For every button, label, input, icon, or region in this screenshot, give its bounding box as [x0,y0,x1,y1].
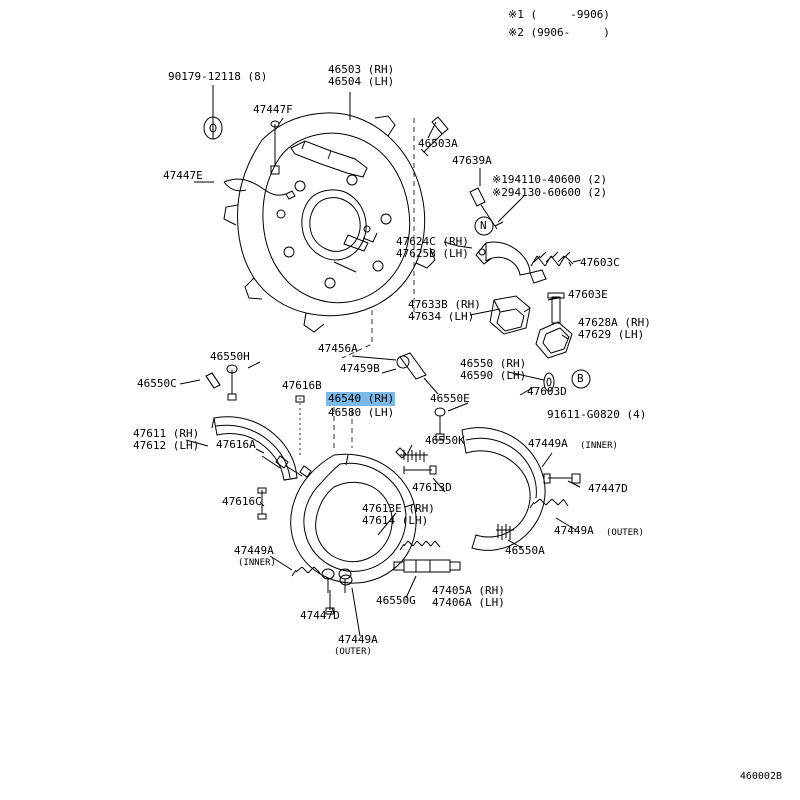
label-47613d: 47613D [412,481,452,494]
label-inner-left: (INNER) [238,558,276,568]
label-46550c: 46550C [137,377,177,390]
label-47625b-lh: 47625B (LH) [396,247,469,260]
part-47633b-bracket [490,296,530,334]
part-47603e-pin [548,293,564,323]
part-46550a-spring [496,524,514,540]
part-47628a-bracket [536,322,572,358]
part-90179-washer [204,117,222,139]
label-46580-lh: 46580 (LH) [328,406,395,419]
label-46503a: 46503A [418,137,458,150]
note-1: ※1 ( -9906) [508,8,610,21]
part-47456a-pin [397,353,438,394]
label-46550h: 46550H [210,350,250,363]
label-47616c: 47616C [222,495,262,508]
label-47628a-rh: 47628A (RH) [578,316,651,329]
label-47449a-inner-right: 47449A [528,437,568,450]
label-47459b: 47459B [340,362,380,375]
label-47612-lh: 47612 (LH) [133,439,200,452]
part-47447f-pin [271,121,279,174]
label-47447e: 47447E [163,169,203,182]
label-47456a: 47456A [318,342,358,355]
label-47406a-lh: 47406A (LH) [432,596,505,609]
label-91611-g0820: 91611-G0820 (4) [547,408,647,421]
part-47447e-clip [224,179,295,199]
part-47616a-pin [262,456,311,477]
part-47447d-right [530,474,580,508]
label-47449a-outer-right: 47449A [554,524,594,537]
label-47603d: 47603D [527,385,567,398]
label-47449a-inner-left: 47449A [234,544,274,557]
label-47633b-rh: 47633B (RH) [408,298,481,311]
figure-code: 460002B [739,771,782,782]
label-47616b: 47616B [282,379,322,392]
part-47405a-adjuster [394,541,460,572]
part-47624c-lever [476,242,546,283]
marker-label-b: B [577,372,584,385]
part-46550h-spring [227,365,237,400]
label-47616a: 47616A [216,438,256,451]
label-294130-60600: ※294130-60600 (2) [492,186,608,199]
label-46550a: 46550A [505,544,545,557]
highlighted-part-46540-rh[interactable]: 46540 (RH) [328,392,395,405]
label-47447f: 47447F [253,103,293,116]
label-47613e-rh: 47613E (RH) [362,502,435,515]
label-194110-40600: ※194110-40600 (2) [492,173,608,186]
label-46503-rh: 46503 (RH) [328,63,395,76]
label-47624c-rh: 47624C (RH) [396,235,469,248]
label-47405a-rh: 47405A (RH) [432,584,505,597]
label-46590-lh: 46590 (LH) [460,369,527,382]
label-47603c: 47603C [580,256,620,269]
label-outer-right: (OUTER) [606,528,644,538]
label-46550-rh: 46550 (RH) [460,357,527,370]
part-47616b-rod [296,396,304,458]
label-46550g: 46550G [376,594,416,607]
backing-plate-group [224,113,435,332]
part-47449a-left [292,567,351,593]
marker-label-n: N [480,219,487,232]
label-47634-lh: 47634 (LH) [408,310,475,323]
label-47611-rh: 47611 (RH) [133,427,200,440]
part-46550k-spring [396,448,428,462]
label-46550e: 46550E [430,392,470,405]
label-47603e: 47603E [568,288,608,301]
note-2: ※2 (9906- ) [508,26,610,39]
label-outer-left: (OUTER) [334,647,372,657]
label-47614-lh: 47614 (LH) [362,514,429,527]
part-47613d-rod [404,466,436,474]
part-47603c-spring [531,252,581,266]
label-90179-12118: 90179-12118 (8) [168,70,268,83]
label-46550k: 46550K [425,434,465,447]
label-47447d-right: 47447D [588,482,628,495]
label-47639a: 47639A [452,154,492,167]
label-47629-lh: 47629 (LH) [578,328,645,341]
part-46550c-clip [206,373,220,388]
label-47449a-outer-left: 47449A [338,633,378,646]
label-inner-right: (INNER) [580,441,618,451]
label-47447d-left: 47447D [300,609,340,622]
label-46504-lh: 46504 (LH) [328,75,395,88]
